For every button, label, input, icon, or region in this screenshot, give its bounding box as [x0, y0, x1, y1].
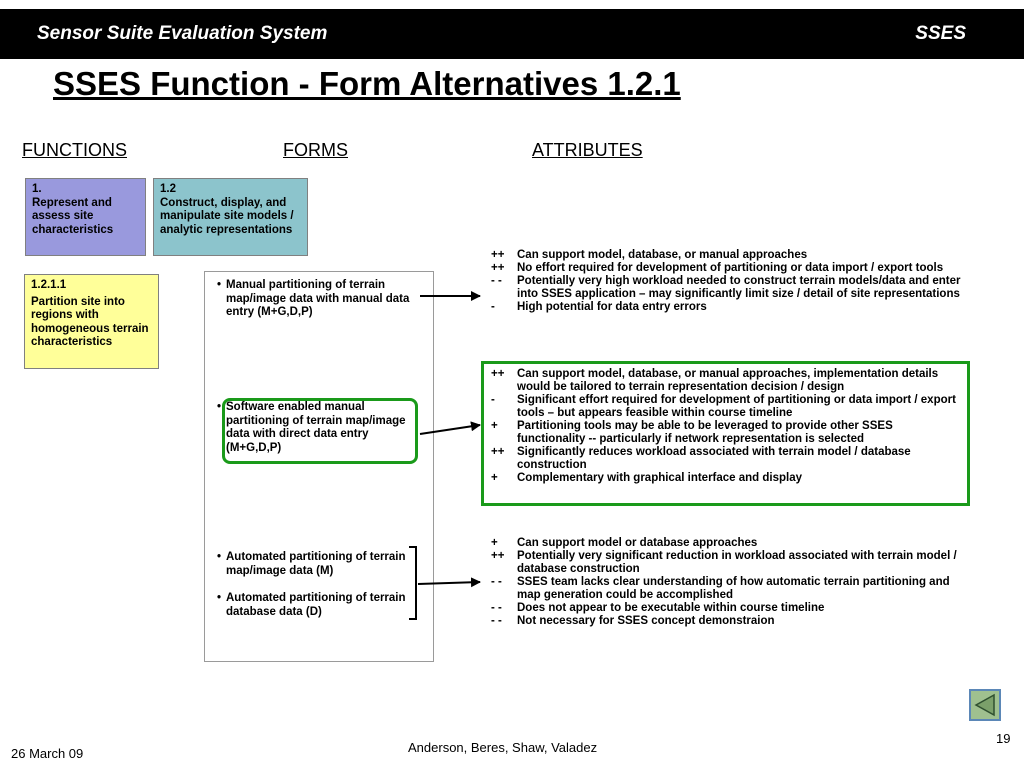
attribute-row: [491, 446, 961, 472]
attribute-row: [491, 275, 961, 301]
footer-authors: Anderson, Beres, Shaw, Valadez: [408, 740, 598, 755]
attribute-text: High potential for data entry errors: [517, 301, 707, 313]
attribute-text: Potentially very high workload needed to construct terrain models/data and enter into SSES application – may significantly limit size / detail of site representations: [517, 275, 961, 300]
attribute-row: [491, 615, 961, 628]
attribute-text: Can support model, database, or manual approaches: [517, 249, 808, 261]
attribute-list-3: [491, 537, 961, 628]
attribute-text: Can support model, database, or manual approaches, implementation details would be tailored to terrain representation decision / design: [517, 368, 939, 393]
attribute-rating: - -: [491, 275, 502, 287]
function-text: Partition site into regions with homogeneous terrain characteristics: [31, 295, 149, 348]
attribute-rating: -: [491, 301, 495, 313]
attribute-rating: - -: [491, 602, 502, 614]
attribute-rating: +: [491, 537, 498, 549]
header-acronym: SSES: [915, 23, 966, 44]
attribute-row: [491, 394, 961, 420]
form-item: • Manual partitioning of terrain map/image data with manual data entry (M+G,D,P): [213, 279, 436, 320]
attribute-rating: +: [491, 472, 498, 484]
attribute-row: [491, 262, 961, 275]
attribute-rating: ++: [491, 550, 505, 562]
slide-title: SSES Function - Form Alternatives 1.2.1: [53, 65, 681, 102]
attributes-header: ATTRIBUTES: [532, 140, 643, 160]
attribute-row: [491, 537, 961, 550]
attribute-text: SSES team lacks clear understanding of how automatic terrain partitioning and map generation could be accomplished: [517, 576, 950, 601]
back-arrow-icon: [971, 691, 999, 719]
arrow-3: [418, 582, 480, 584]
function-text: Construct, display, and manipulate site models / analytic representations: [160, 196, 294, 236]
attribute-text: No effort required for development of partitioning or data import / export tools: [517, 262, 944, 274]
attribute-list-2: [491, 368, 961, 485]
attribute-row: [491, 249, 961, 262]
function-number: 1.: [32, 183, 42, 195]
attribute-rating: ++: [491, 368, 505, 380]
functions-header: FUNCTIONS: [22, 140, 127, 160]
attribute-text: Significantly reduces workload associated with terrain model / database construction: [517, 446, 911, 471]
function-number: 1.2: [160, 183, 176, 195]
function-number: 1.2.1.1: [31, 279, 67, 291]
attribute-list-1: [491, 249, 961, 314]
attribute-text: Partitioning tools may be able to be leveraged to provide other SSES functionality -- particularly if network representation is selected: [517, 420, 893, 445]
attribute-text: Can support model or database approaches: [517, 537, 758, 549]
attribute-rating: +: [491, 420, 498, 432]
attribute-text: Does not appear to be executable within course timeline: [517, 602, 825, 614]
form-item: • Software enabled manual partitioning of terrain map/image data with direct data entry (M+G,D,P): [213, 401, 426, 455]
footer-date: 26 March 09: [11, 746, 84, 761]
attribute-row: [491, 368, 961, 394]
attribute-rating: - -: [491, 576, 502, 588]
back-nav-button[interactable]: [969, 689, 1001, 721]
attribute-rating: ++: [491, 262, 505, 274]
attribute-text: Potentially very significant reduction in workload associated with terrain model / database construction: [517, 550, 957, 575]
attribute-row: [491, 420, 961, 446]
arrow-2: [420, 425, 480, 434]
form-item: • Automated partitioning of terrain database data (D): [213, 592, 426, 619]
attribute-row: [491, 472, 961, 485]
page-number: 19: [996, 731, 1011, 746]
attribute-rating: ++: [491, 249, 505, 261]
forms-header: FORMS: [283, 140, 348, 160]
header-title: Sensor Suite Evaluation System: [37, 23, 328, 44]
function-text: Represent and assess site characteristics: [32, 196, 114, 236]
attribute-row: [491, 301, 961, 314]
form-item: • Automated partitioning of terrain map/image data (M): [213, 551, 426, 578]
attribute-row: [491, 576, 961, 602]
bracket: [409, 547, 416, 619]
attribute-rating: - -: [491, 615, 502, 627]
attribute-text: Significant effort required for development of partitioning or data import / export tools – but appears feasible within course timeline: [517, 394, 956, 419]
attribute-rating: -: [491, 394, 495, 406]
attribute-text: Not necessary for SSES concept demonstraion: [517, 615, 775, 627]
attribute-text: Complementary with graphical interface and display: [517, 472, 803, 484]
attribute-rating: ++: [491, 446, 505, 458]
attribute-row: [491, 602, 961, 615]
attribute-row: [491, 550, 961, 576]
